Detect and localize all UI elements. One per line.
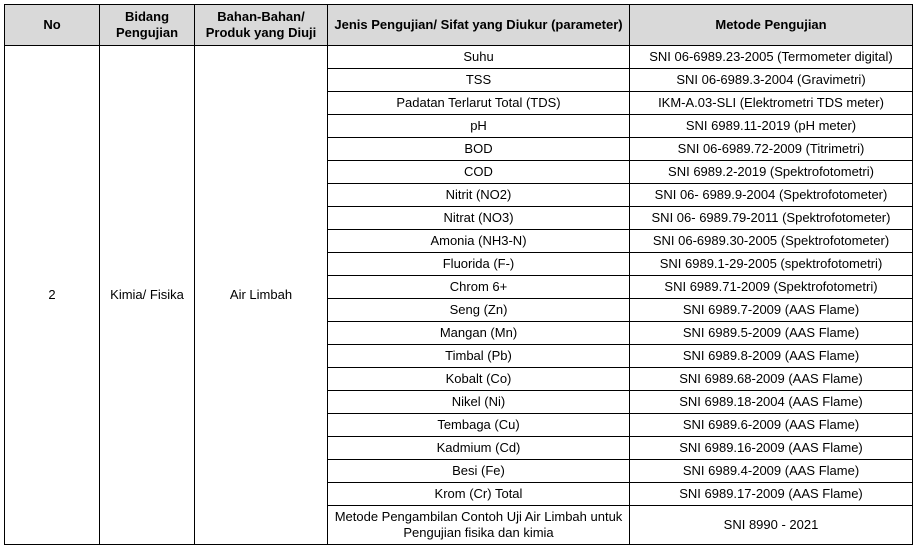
method-cell: IKM-A.03-SLI (Elektrometri TDS meter) — [630, 92, 913, 115]
parameter-cell: Besi (Fe) — [328, 460, 630, 483]
parameter-cell: Nitrit (NO2) — [328, 184, 630, 207]
method-cell: SNI 6989.16-2009 (AAS Flame) — [630, 437, 913, 460]
group-bidang-cell: Kimia/ Fisika — [100, 46, 195, 545]
parameter-cell: Fluorida (F-) — [328, 253, 630, 276]
parameter-cell: Mangan (Mn) — [328, 322, 630, 345]
parameter-cell: Nitrat (NO3) — [328, 207, 630, 230]
parameter-cell: Suhu — [328, 46, 630, 69]
method-cell: SNI 6989.18-2004 (AAS Flame) — [630, 391, 913, 414]
method-cell: SNI 06-6989.23-2005 (Termometer digital) — [630, 46, 913, 69]
parameter-cell: Amonia (NH3-N) — [328, 230, 630, 253]
method-cell: SNI 6989.7-2009 (AAS Flame) — [630, 299, 913, 322]
method-cell: SNI 6989.68-2009 (AAS Flame) — [630, 368, 913, 391]
parameter-cell: Kobalt (Co) — [328, 368, 630, 391]
parameter-cell: COD — [328, 161, 630, 184]
header-no: No — [5, 5, 100, 46]
parameter-cell: Padatan Terlarut Total (TDS) — [328, 92, 630, 115]
method-cell: SNI 6989.2-2019 (Spektrofotometri) — [630, 161, 913, 184]
method-cell: SNI 06-6989.3-2004 (Gravimetri) — [630, 69, 913, 92]
method-cell: SNI 6989.6-2009 (AAS Flame) — [630, 414, 913, 437]
method-cell: SNI 06-6989.72-2009 (Titrimetri) — [630, 138, 913, 161]
method-cell: SNI 6989.17-2009 (AAS Flame) — [630, 483, 913, 506]
method-cell: SNI 8990 - 2021 — [630, 506, 913, 545]
method-cell: SNI 06- 6989.79-2011 (Spektrofotometer) — [630, 207, 913, 230]
method-cell: SNI 6989.71-2009 (Spektrofotometri) — [630, 276, 913, 299]
parameter-cell: TSS — [328, 69, 630, 92]
method-cell: SNI 6989.11-2019 (pH meter) — [630, 115, 913, 138]
parameter-cell: Nikel (Ni) — [328, 391, 630, 414]
method-cell: SNI 6989.8-2009 (AAS Flame) — [630, 345, 913, 368]
method-cell: SNI 06- 6989.9-2004 (Spektrofotometer) — [630, 184, 913, 207]
parameter-cell: pH — [328, 115, 630, 138]
header-metode: Metode Pengujian — [630, 5, 913, 46]
parameter-cell: Krom (Cr) Total — [328, 483, 630, 506]
header-row — [5, 5, 913, 46]
method-cell: SNI 6989.1-29-2005 (spektrofotometri) — [630, 253, 913, 276]
header-jenis: Jenis Pengujian/ Sifat yang Diukur (parameter) — [328, 5, 630, 46]
testing-methods-table — [4, 4, 913, 545]
parameter-cell: Kadmium (Cd) — [328, 437, 630, 460]
parameter-cell: Chrom 6+ — [328, 276, 630, 299]
header-bahan: Bahan-Bahan/ Produk yang Diuji — [195, 5, 328, 46]
method-cell: SNI 06-6989.30-2005 (Spektrofotometer) — [630, 230, 913, 253]
parameter-cell: Metode Pengambilan Contoh Uji Air Limbah untuk Pengujian fisika dan kimia — [328, 506, 630, 545]
parameter-cell: BOD — [328, 138, 630, 161]
parameter-cell: Tembaga (Cu) — [328, 414, 630, 437]
group-no-cell: 2 — [5, 46, 100, 545]
method-cell: SNI 6989.5-2009 (AAS Flame) — [630, 322, 913, 345]
method-cell: SNI 6989.4-2009 (AAS Flame) — [630, 460, 913, 483]
table-row — [5, 46, 913, 69]
header-bidang: Bidang Pengujian — [100, 5, 195, 46]
group-bahan-cell: Air Limbah — [195, 46, 328, 545]
parameter-cell: Seng (Zn) — [328, 299, 630, 322]
parameter-cell: Timbal (Pb) — [328, 345, 630, 368]
